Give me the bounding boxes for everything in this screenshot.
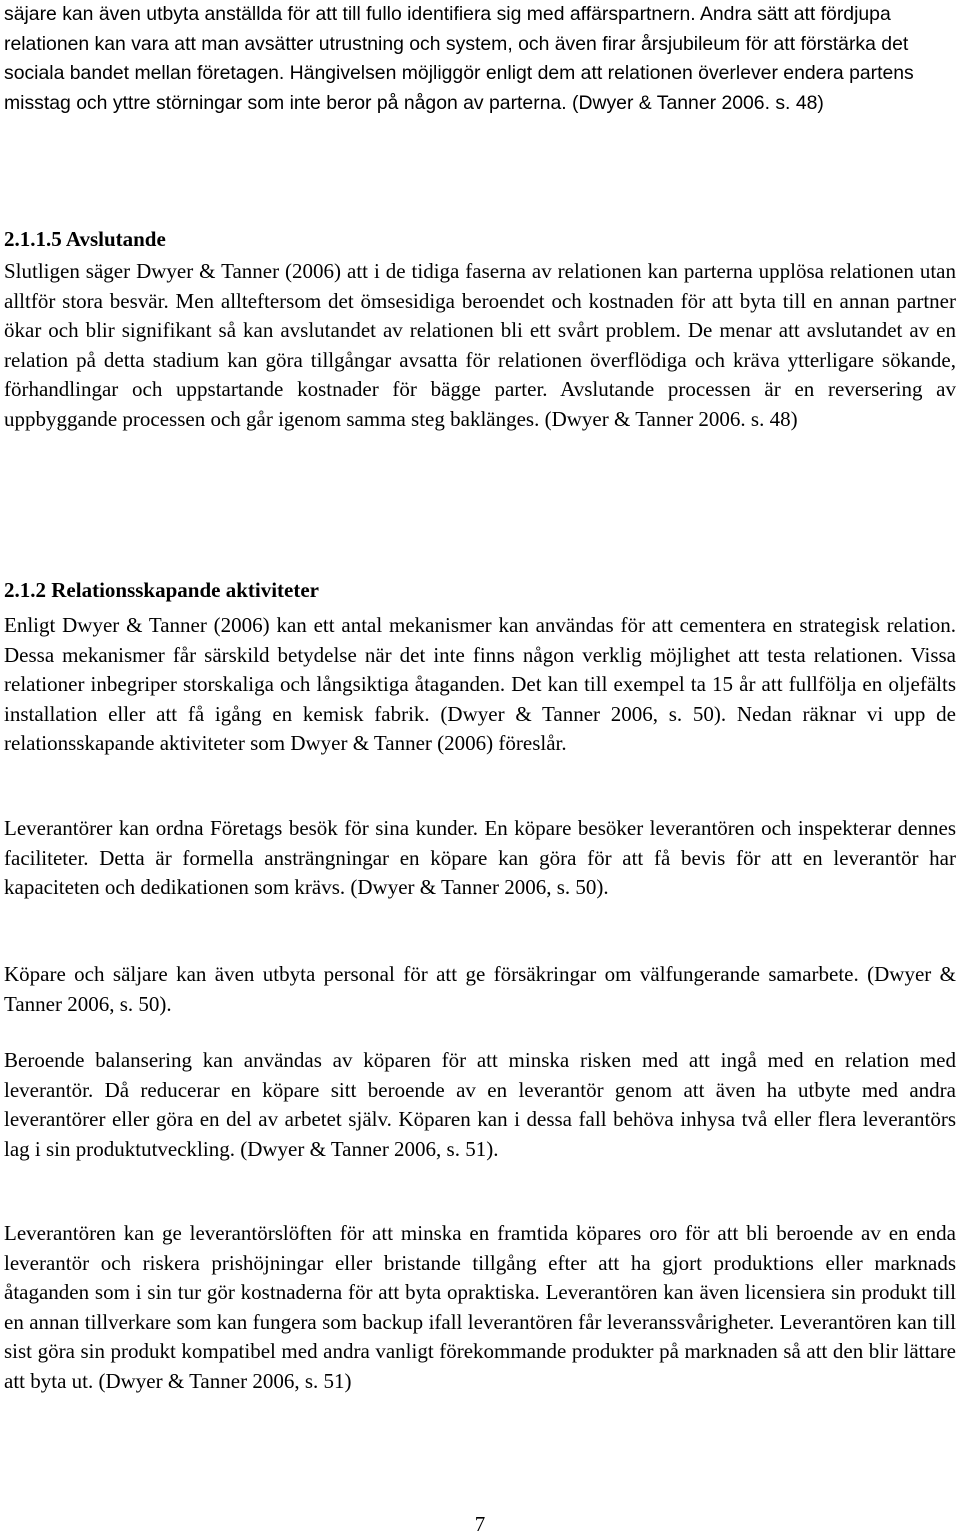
paragraph-leverantorer-besok: Leverantörer kan ordna Företags besök för sina kunder. En köpare besöker leverantören och inspekterar dennes faciliteter. Detta är formella ansträngningar en köpare kan göra för att få bevis för att en leverantör har kapaciteten och dedikationen som krävs. (Dwyer & Tanner 2006, s. 50). bbox=[4, 816, 956, 899]
paragraph-beroende: Beroende balansering kan användas av köparen för att minska risken med att ingå med en relation med leverantör. Då reducerar en köpare sitt beroende av en leverantör genom att även ha utbyte med andra leverantörer eller göra en del av arbetet själv. Köparen kan i dessa fall behöva inhysa två eller flera leverantörs lag i sin produktutveckling. (Dwyer & Tanner 2006, s. 51). bbox=[4, 1048, 956, 1161]
paragraph-intro: säjare kan även utbyta anställda för att till fullo identifiera sig med affärspartnern. Andra sätt att fördjupa relationen kan vara att man avsätter utrustning och system, och även firar årsjubileum för att förstärka det sociala bandet mellan företagen. Hängivelsen möjliggör enligt dem att relationen överlever endera partens misstag och yttre störningar som inte beror på någon av parterna. (Dwyer & Tanner 2006. s. 48) bbox=[4, 3, 914, 114]
page-number: 7 bbox=[474, 1512, 486, 1536]
paragraph-personal: Köpare och säljare kan även utbyta personal för att ge försäkringar om välfungerande samarbete. (Dwyer & Tanner 2006, s. 50). bbox=[4, 962, 956, 1016]
paragraph-avslutande: Slutligen säger Dwyer & Tanner (2006) att i de tidiga faserna av relationen kan parterna upplösa relationen utan alltför stora besvär. Men allteftersom det ömsesidiga beroendet och kostnaden för att byta till en annan partner ökar och blir signifikant så kan avslutandet av relationen bli ett svårt problem. De menar att avslutandet av en relation på detta stadium kan göra tillgångar avsatta för relationen överflödiga och kräva ytterligare sökande, förhandlingar och uppstartande kostnader för bägge parter. Avslutande processen är en reversering av uppbyggande processen och går igenom samma steg baklänges. (Dwyer & Tanner 2006. s. 48) bbox=[4, 259, 956, 431]
paragraph-loften: Leverantören kan ge leverantörslöften för att minska en framtida köpares oro för att bli beroende av en enda leverantör och riskera prishöjningar eller bristande tillgång efter att ha gjort produktions eller marknads åtaganden som i sin tur gör kostnaderna för att byta opraktiska. Leverantören kan även licensiera sin produkt till en annan tillverkare som kan fungera som backup ifall leverantören får leveranssvårigheter. Leverantören kan till sist göra sin produkt kompatibel med andra vanligt förekommande produkter på marknaden så att den blir lättare att byta ut. (Dwyer & Tanner 2006, s. 51) bbox=[4, 1221, 956, 1393]
heading-relationsskapande: 2.1.2 Relationsskapande aktiviteter bbox=[4, 578, 319, 602]
paragraph-relationsskapande: Enligt Dwyer & Tanner (2006) kan ett antal mekanismer kan användas för att cementera en strategisk relation. Dessa mekanismer får särskild betydelse när det inte finns någon verklig möjlighet att testa relationen. Vissa relationer inbegriper storskaliga och långsiktiga åtaganden. Det kan till exempel ta 15 år att fullfölja en oljefälts installation eller att få igång en kemisk fabrik. (Dwyer & Tanner 2006, s. 50). Nedan räknar vi upp de relationsskapande aktiviteter som Dwyer & Tanner (2006) föreslår. bbox=[4, 613, 956, 755]
heading-avslutande: 2.1.1.5 Avslutande bbox=[4, 227, 166, 251]
